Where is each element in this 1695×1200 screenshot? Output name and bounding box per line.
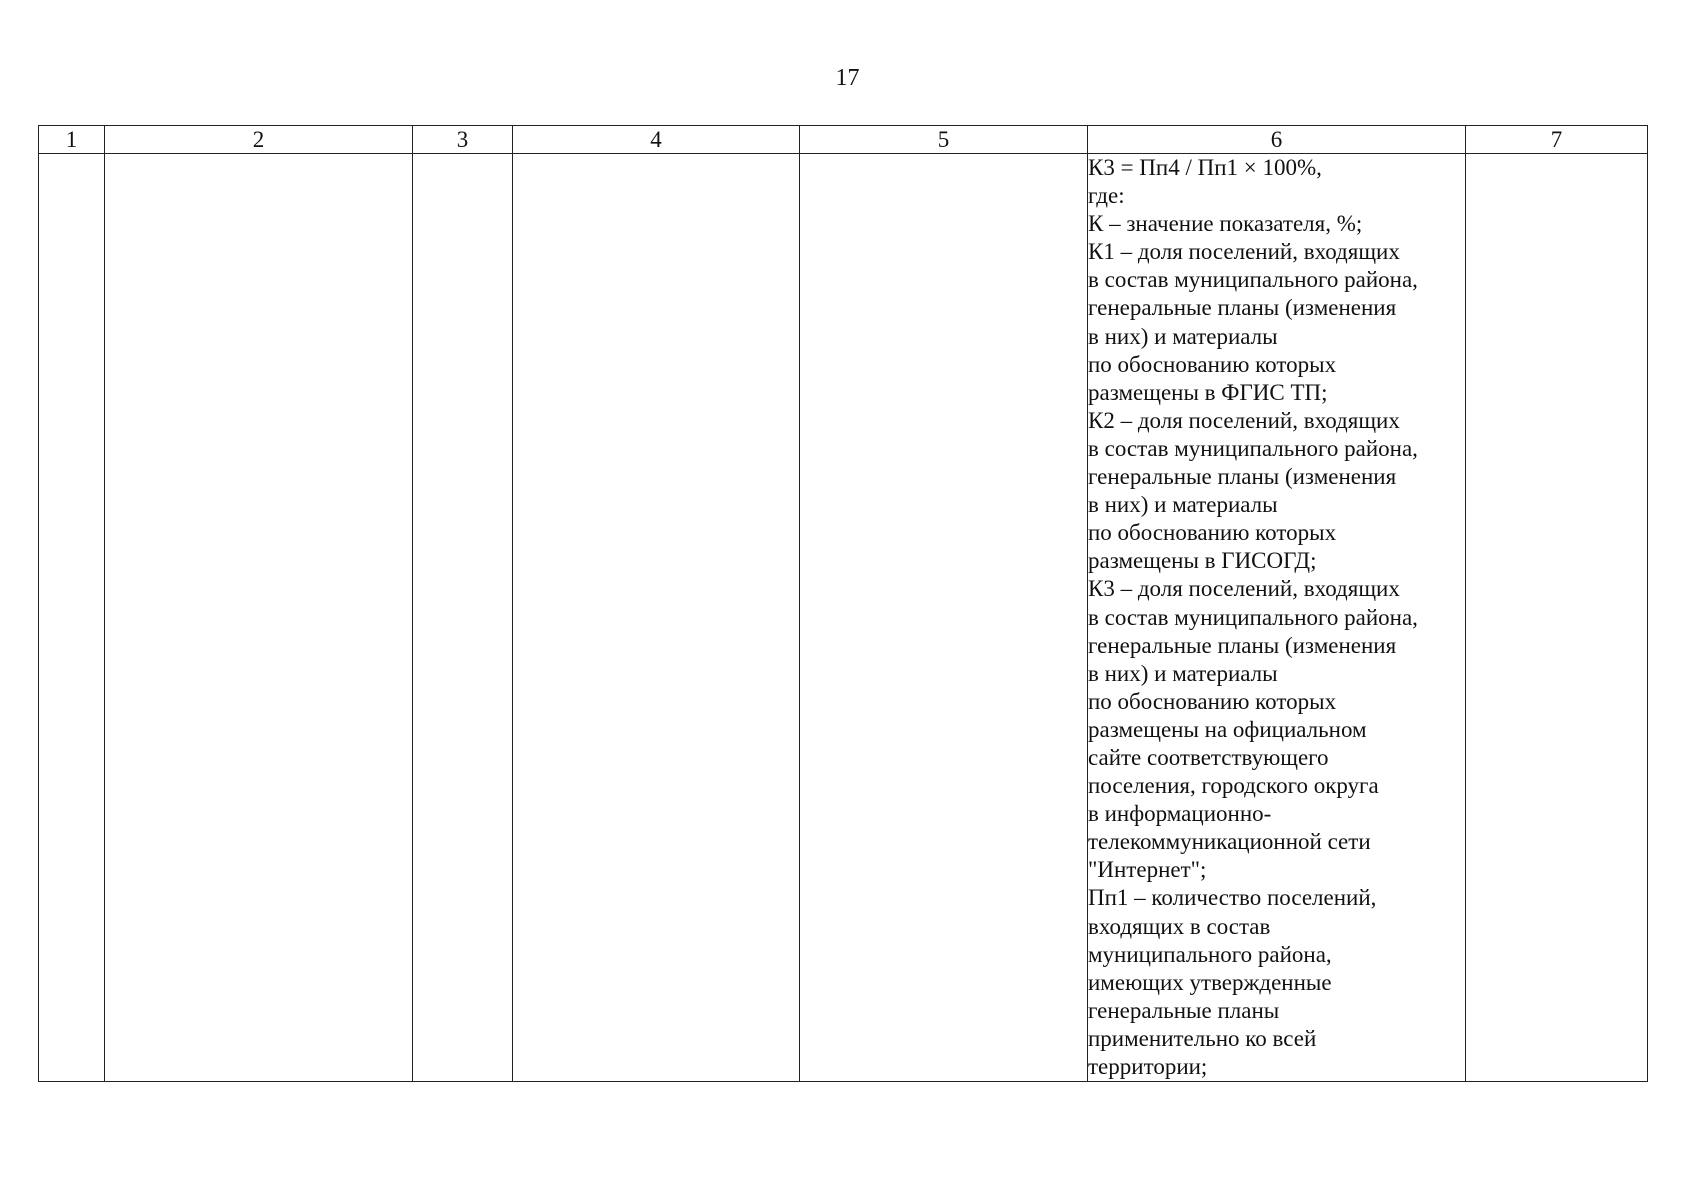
formula-line: в них) и материалы <box>1088 323 1278 349</box>
formula-line: где: <box>1088 183 1125 209</box>
formula-line: поселения, городского округа <box>1088 773 1379 799</box>
formula-line: муниципального района, <box>1088 941 1332 967</box>
formula-line: в информационно- <box>1088 801 1272 827</box>
formula-line: К1 – доля поселений, входящих <box>1088 239 1400 265</box>
formula-line: по обоснованию которых <box>1088 351 1337 377</box>
formula-line: в состав муниципального района, <box>1088 435 1418 461</box>
formula-line: размещены на официальном <box>1088 716 1367 742</box>
column-header-4: 4 <box>513 126 800 154</box>
column-header-6: 6 <box>1088 126 1466 154</box>
document-table <box>38 125 1648 1082</box>
formula-line: "Интернет"; <box>1088 857 1207 883</box>
formula-line: телекоммуникационной сети <box>1088 829 1371 855</box>
formula-line: К – значение показателя, %; <box>1088 211 1363 237</box>
formula-line: размещены в ГИСОГД; <box>1088 548 1317 574</box>
cell-col-2 <box>105 154 413 1082</box>
formula-line: размещены в ФГИС ТП; <box>1088 379 1328 405</box>
formula-line: генеральные планы <box>1088 997 1280 1023</box>
formula-line: имеющих утвержденные <box>1088 969 1332 995</box>
formula-line: Пп1 – количество поселений, <box>1088 885 1377 911</box>
formula-line: К3 – доля поселений, входящих <box>1088 576 1400 602</box>
formula-line: по обоснованию которых <box>1088 688 1337 714</box>
cell-col-7 <box>1466 154 1648 1082</box>
formula-line: в них) и материалы <box>1088 660 1278 686</box>
table-row <box>39 154 1648 1082</box>
formula-line: в состав муниципального района, <box>1088 267 1418 293</box>
formula-line: генеральные планы (изменения <box>1088 632 1397 658</box>
formula-line: генеральные планы (изменения <box>1088 295 1397 321</box>
cell-col-6-formula-description <box>1088 154 1466 1082</box>
column-number-row <box>39 126 1648 154</box>
cell-col-1 <box>39 154 105 1082</box>
column-header-3: 3 <box>413 126 513 154</box>
column-header-1: 1 <box>39 126 105 154</box>
formula-line: территории; <box>1088 1054 1208 1079</box>
formula-line: сайте соответствующего <box>1088 744 1329 770</box>
cell-col-3 <box>413 154 513 1082</box>
column-header-2: 2 <box>105 126 413 154</box>
formula-line: в них) и материалы <box>1088 492 1278 518</box>
formula-line: К3 = Пп4 / Пп1 × 100%, <box>1088 155 1322 180</box>
formula-line: применительно ко всей <box>1088 1025 1317 1051</box>
page-number: 17 <box>835 65 860 91</box>
cell-col-5 <box>800 154 1088 1082</box>
formula-line: по обоснованию которых <box>1088 520 1337 546</box>
formula-line: входящих в состав <box>1088 913 1271 939</box>
column-header-5: 5 <box>800 126 1088 154</box>
formula-line: К2 – доля поселений, входящих <box>1088 407 1400 433</box>
cell-col-4 <box>513 154 800 1082</box>
formula-line: генеральные планы (изменения <box>1088 464 1397 490</box>
formula-line: в состав муниципального района, <box>1088 604 1418 630</box>
column-header-7: 7 <box>1466 126 1648 154</box>
